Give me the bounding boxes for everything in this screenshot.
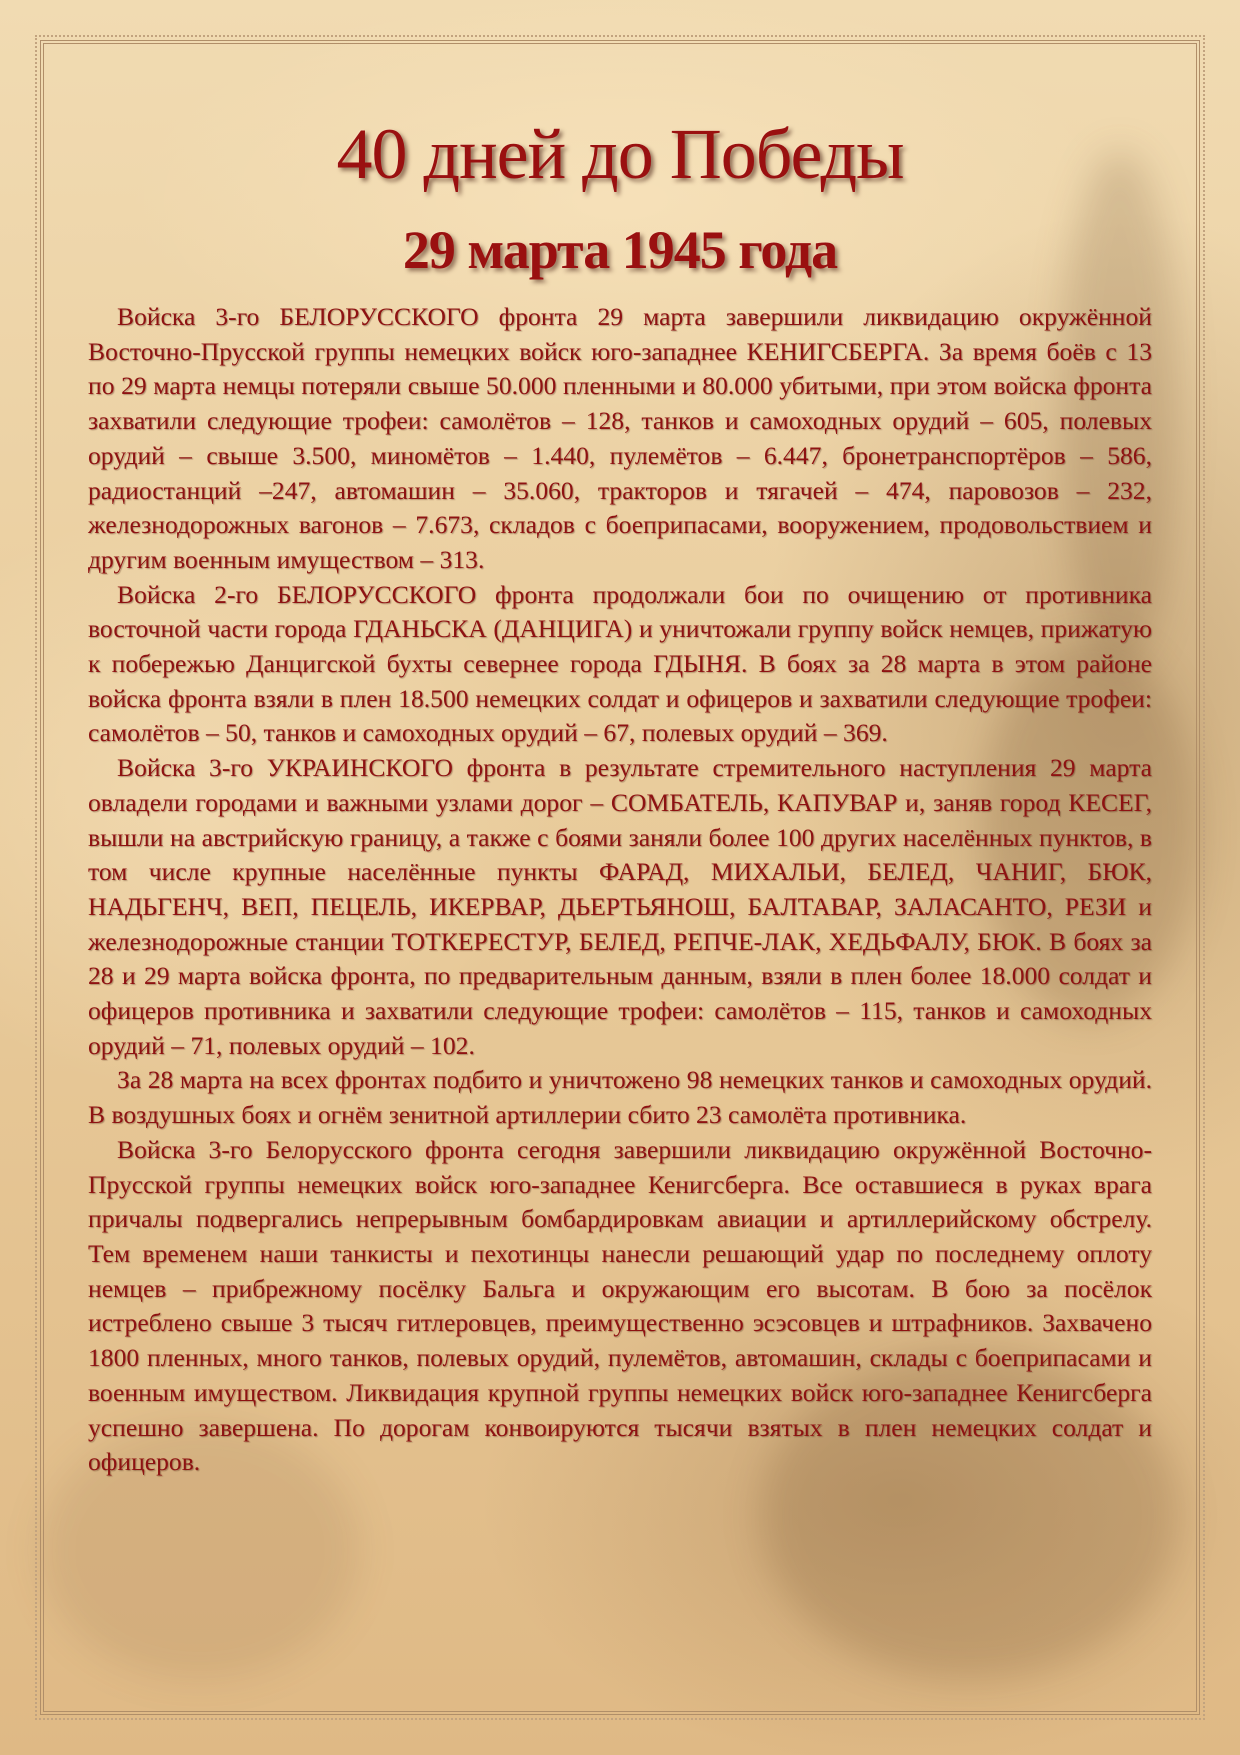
paragraph: Войска 3-го УКРАИНСКОГО фронта в результате стремительного наступления 29 марта овладели городами и важными узлами дорог – СОМБАТЕЛЬ, КАПУВАР и, заняв город КЕСЕГ, вышли на австрийскую границу, а также с боями заняли более 100 других населённых пунктов, в том числе крупные населённые пункты ФАРАД, МИХАЛЬИ, БЕЛЕД, ЧАНИГ, БЮК, НАДЬГЕНЧ, ВЕП, ПЕЦЕЛЬ, ИКЕРВАР, ДЬЕРТЬЯНОШ, БАЛТАВАР, ЗАЛАСАНТО, РЕЗИ и железнодорожные станции ТОТКЕРЕСТУР, БЕЛЕД, РЕПЧЕ-ЛАК, ХЕДЬФАЛУ, БЮК. В боях за 28 и 29 марта войска фронта, по предварительным данным, взяли в плен более 18.000 солдат и офицеров противника и захватили следующие трофеи: самолётов – 115, танков и самоходных орудий – 71, полевых орудий – 102. [88, 753, 1152, 1060]
paragraph: За 28 марта на всех фронтах подбито и уничтожено 98 немецких танков и самоходных орудий. В воздушных боях и огнём зенитной артиллерии сбито 23 самолёта противника. [88, 1065, 1152, 1130]
page-subtitle: 29 марта 1945 года [402, 220, 838, 280]
paragraph: Войска 3-го Белорусского фронта сегодня завершили ликвидацию окружённой Восточно-Прусской группы немецких войск юго-западнее Кенигсберга. Все оставшиеся в руках врага причалы подвергались непрерывным бомбардировкам авиации и артиллерийскому обстрелу. Тем временем наши танкисты и пехотинцы нанесли решающий удар по последнему оплоту немцев – прибрежному посёлку Бальга и окружающим его высотам. В бою за посёлок истреблено свыше 3 тысяч гитлеровцев, преимущественно эсэсовцев и штрафников. Захвачено 1800 пленных, много танков, полевых орудий, пулемётов, автомашин, склады с боеприпасами и военным имуществом. Ликвидация крупной группы немецких войск юго-западнее Кенигсберга успешно завершена. По дорогам конвоируются тысячи взятых в плен немецких солдат и офицеров. [88, 1134, 1152, 1477]
paragraph: Войска 2-го БЕЛОРУССКОГО фронта продолжали бои по очищению от противника восточной части города ГДАНЬСКА (ДАНЦИГА) и уничтожали группу войск немцев, прижатую к побережью Данцигской бухты севернее города ГДЫНЯ. В боях за 28 марта в этом районе войска фронта взяли в плен 18.500 немецких солдат и офицеров и захватили следующие трофеи: самолётов – 50, танков и самоходных орудий – 67, полевых орудий – 369. [88, 579, 1152, 748]
article-body [88, 300, 1152, 1480]
page-title: 40 дней до Победы [336, 114, 904, 194]
paragraph: Войска 3-го БЕЛОРУССКОГО фронта 29 марта завершили ликвидацию окружённой Восточно-Прусской группы немецких войск юго-западнее КЕНИГСБЕРГА. За время боёв с 13 по 29 марта немцы потеряли свыше 50.000 пленными и 80.000 убитыми, при этом войска фронта захватили следующие трофеи: самолётов – 128, танков и самоходных орудий – 605, полевых орудий – свыше 3.500, миномётов – 1.440, пулемётов – 6.447, бронетранспортёров – 586, радиостанций –247, автомашин – 35.060, тракторов и тягачей – 474, паровозов – 232, железнодорожных вагонов – 7.673, складов с боеприпасами, вооружением, продовольствием и другим военным имуществом – 313. [88, 302, 1152, 574]
